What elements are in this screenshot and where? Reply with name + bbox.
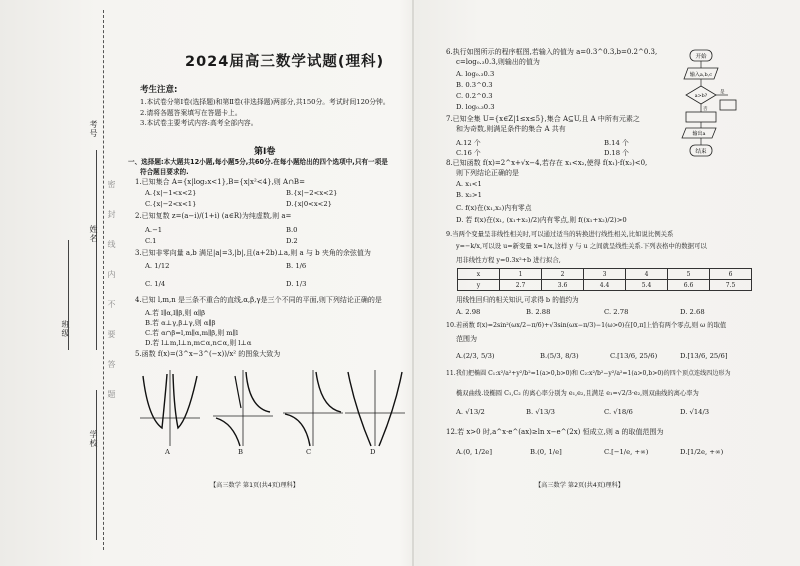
q12-option-a: A.(0, 1/2e] <box>456 448 492 456</box>
q9-stem-2: y=−k/x,可以设 u=新变量 x=1/x,这样 y 与 u 之间就呈线性关系.下列表格中的数据可以 <box>456 242 707 250</box>
q4-option-b: B.若 α⊥γ,β⊥γ,则 α∥β <box>145 319 216 327</box>
seal-char: 题 <box>107 390 116 399</box>
flow-cond: a>b? <box>694 94 708 99</box>
label-exam-number: 考号 <box>89 120 98 138</box>
q1-option-c: C.{x|−2<x<1} <box>145 200 197 208</box>
q7-stem-2: 和为奇数,则满足条件的集合 A 共有 <box>456 125 566 133</box>
seal-char: 要 <box>107 330 116 339</box>
table-cell: 2 <box>542 269 584 280</box>
table-cell: 4 <box>626 269 668 280</box>
q3-option-c: C. 1/4 <box>145 280 166 288</box>
q3-option-b: B. 1/6 <box>286 262 307 270</box>
q7-stem: 7.已知全集 U={x∈Z|1≤x≤5},集合 A⊆U,且 A 中所有元素之 <box>446 115 640 123</box>
note-item: 2.请将各题答案填写在答题卡上。 <box>140 108 242 117</box>
table-cell: 7.5 <box>710 280 752 291</box>
q10-option-b: B.(5/3, 8/3) <box>540 352 579 360</box>
notes <box>140 97 400 129</box>
q9-option-a: A. 2.98 <box>456 308 481 316</box>
q9-option-c: C. 2.78 <box>604 308 629 316</box>
table-cell: 5.4 <box>626 280 668 291</box>
table-cell: 1 <box>500 269 542 280</box>
q3-option-d: D. 1/3 <box>286 280 307 288</box>
q9-option-d: D. 2.68 <box>680 308 705 316</box>
q6-option-b: B. 0.3^0.3 <box>456 81 493 89</box>
q11-option-c: C. √18/6 <box>604 408 633 416</box>
q9-stem-4: 用线性回归的相关知识,可求得 b 的值约为 <box>456 296 579 304</box>
table-cell: x <box>458 269 500 280</box>
flow-input: 输入a,b,c <box>689 72 713 78</box>
q1-option-a: A.{x|−1<x<2} <box>145 189 197 197</box>
q10-option-c: C.[13/6, 25/6) <box>610 352 658 360</box>
q12-option-d: D.[1/2e, +∞) <box>680 448 724 456</box>
note-item: 1.本试卷分第Ⅰ卷(选择题)和第Ⅱ卷(非选择题)两部分,共150分。考试时间120分钟。 <box>140 98 390 106</box>
section-intro: 一、选择题:本大题共12小题,每小题5分,共60分.在每小题给出的四个选项中,只有一项是 <box>128 158 388 166</box>
graph-a-label: A <box>165 448 170 456</box>
q10-option-a: A.(2/3, 5/3) <box>456 352 495 360</box>
graph-c-label: C <box>306 448 312 456</box>
footer-right: 【高三数学 第2页(共4页)理科】 <box>535 482 624 489</box>
q11-option-d: D. √14/3 <box>680 408 710 416</box>
q9-data-table <box>457 268 752 291</box>
table-row <box>458 269 752 280</box>
footer-left: 【高三数学 第1页(共4页)理科】 <box>210 482 299 489</box>
q6-option-a: A. log₀.₃0.3 <box>456 70 495 78</box>
seal-char: 线 <box>107 240 116 249</box>
q3-option-a: A. 1/12 <box>145 262 170 270</box>
q10-stem: 10.若函数 f(x)=2sin²(ωx/2−π/6)+√3sin(ωx−π/3)−1(ω>0)在[0,π]上恰有两个零点,则 ω 的取值 <box>446 322 727 329</box>
q10-option-d: D.[13/6, 25/6] <box>680 352 728 360</box>
graph-a <box>140 368 200 448</box>
table-row <box>458 280 752 291</box>
flowchart <box>666 48 738 160</box>
q11-stem: 11.我们把椭圆 C₁:x²/a²+y²/b²=1(a>0,b>0)和 C₂:x²/b²−y²/a²=1(a>0,b>0)的四个顶点连线四边形为 <box>446 370 731 377</box>
binding-margin <box>0 0 118 566</box>
section-intro: 符合题目要求的. <box>140 168 189 176</box>
q12-option-b: B.(0, 1/e] <box>530 448 562 456</box>
flow-start: 开始 <box>695 54 707 60</box>
q8-stem: 8.已知函数 f(x)=2^x+√x−4,若存在 x₁<x₂,使得 f(x₁)·f(x₂)<0, <box>446 159 648 167</box>
seal-char: 不 <box>107 300 116 309</box>
q7-option-d: D.18 个 <box>604 149 629 157</box>
q6-stem-2: c=log₀.₃0.3,则输出的值为 <box>456 58 540 66</box>
table-cell: 4.4 <box>584 280 626 291</box>
q2-option-b: B.0 <box>286 226 298 234</box>
seal-char: 答 <box>107 360 116 369</box>
seal-char: 密 <box>107 180 116 189</box>
q4-option-d: D.若 l⊥m,l⊥n,m⊂α,n⊂α,则 l⊥α <box>145 339 252 347</box>
q8-stem-2: 则下列结论正确的是 <box>456 169 519 177</box>
label-name: 姓名 <box>89 225 98 243</box>
table-cell: 5 <box>668 269 710 280</box>
table-cell: 3.6 <box>542 280 584 291</box>
table-cell: 3 <box>584 269 626 280</box>
q4-option-a: A.若 l∥α,l∥β,则 α∥β <box>145 309 206 317</box>
q6-stem: 6.执行如图所示的程序框图,若输入的值为 a=0.3^0.3,b=0.2^0.3, <box>446 48 658 56</box>
q8-option-b: B. x₂>1 <box>456 191 482 199</box>
q2-stem: 2.已知复数 z=(a−i)/(1+i) (a∈R)为纯虚数,则 a= <box>135 212 292 220</box>
q8-option-c: C. f(x)在(x₁,x₂)内有零点 <box>456 204 532 212</box>
q11-option-b: B. √13/3 <box>526 408 555 416</box>
q7-option-a: A.12 个 <box>456 139 481 147</box>
flow-no: 否 <box>703 107 708 112</box>
q8-option-a: A. x₁<1 <box>456 180 482 188</box>
q8-option-d: D. 若 f(x)在(x₁, (x₁+x₂)/2)内有零点,则 f((x₁+x₂)/2)>0 <box>456 216 627 224</box>
table-cell: 6.6 <box>668 280 710 291</box>
label-class: 班级 <box>61 320 70 338</box>
label-school: 学校 <box>89 430 98 448</box>
seal-char: 内 <box>107 270 116 279</box>
q5-stem: 5.函数 f(x)=(3^x−3^(−x))/x² 的图象大致为 <box>135 350 281 358</box>
q3-stem: 3.已知非零向量 a,b 满足|a|=3,|b|,且(a+2b)⊥a,则 a 与 b 夹角的余弦值为 <box>135 249 371 257</box>
q9-option-b: B. 2.88 <box>526 308 551 316</box>
table-cell: 2.7 <box>500 280 542 291</box>
table-cell: 6 <box>710 269 752 280</box>
q12-option-c: C.[−1/e, +∞) <box>604 448 649 456</box>
q11-option-a: A. √13/2 <box>456 408 485 416</box>
graph-d-label: D <box>370 448 376 456</box>
page-fold <box>412 0 414 566</box>
graph-d <box>345 368 405 448</box>
q7-option-b: B.14 个 <box>604 139 629 147</box>
q6-option-c: C. 0.2^0.3 <box>456 92 493 100</box>
q4-stem: 4.已知 l,m,n 是三条不重合的直线,α,β,γ是三个不同的平面,则下列结论正确的是 <box>135 296 382 304</box>
q12-stem: 12.若 x>0 时,a^x·e^(ax)≥ln x−e^(2x) 恒成立,则 a 的取值范围为 <box>446 428 664 436</box>
graph-b-label: B <box>238 448 243 456</box>
seal-line <box>103 10 104 550</box>
graph-c <box>283 368 343 448</box>
q11-stem-2: 椭双曲线.设椭圆 C₁,C₂ 的离心率分别为 e₁,e₂,且满足 e₁=√2/3·e₂,则双曲线的离心率为 <box>456 390 699 397</box>
table-cell: y <box>458 280 500 291</box>
q9-stem: 9.当两个变量呈非线性相关时,可以通过适当的转换进行线性相关,比如说比例关系 <box>446 230 674 238</box>
q2-option-a: A.−1 <box>145 226 163 234</box>
seal-char: 封 <box>107 210 116 219</box>
q10-stem-2: 范围为 <box>456 335 477 343</box>
line-exam-number <box>96 150 97 270</box>
line-name <box>96 270 97 350</box>
q7-option-c: C.16 个 <box>456 149 481 157</box>
q4-option-c: C.若 α∩β=l,m∥α,m∥β,则 m∥l <box>145 329 239 337</box>
q6-option-d: D. log₀.₃0.3 <box>456 103 495 111</box>
flow-output: 输出a <box>692 131 706 137</box>
notes-heading: 考生注意: <box>140 85 178 95</box>
q9-stem-3: 用非线性方程 y=0.3x²+b 进行拟合, <box>456 256 561 264</box>
flow-end: 结束 <box>695 149 707 155</box>
line-class <box>68 240 69 350</box>
q2-option-c: C.1 <box>145 237 157 245</box>
q1-option-b: B.{x|−2<x<2} <box>286 189 338 197</box>
flow-yes: 是 <box>720 90 725 95</box>
q1-stem: 1.已知集合 A={x|log₂x<1},B={x|x²<4},则 A∩B= <box>135 178 305 186</box>
section-title: 第Ⅰ卷 <box>254 147 276 157</box>
graph-b <box>213 368 273 448</box>
note-item: 3.本试卷主要考试内容:高考全部内容。 <box>140 119 258 128</box>
q1-option-d: D.{x|0<x<2} <box>286 200 333 208</box>
line-school <box>96 390 97 540</box>
paper-title: 2024届高三数学试题(理科) <box>185 54 385 70</box>
q2-option-d: D.2 <box>286 237 298 245</box>
